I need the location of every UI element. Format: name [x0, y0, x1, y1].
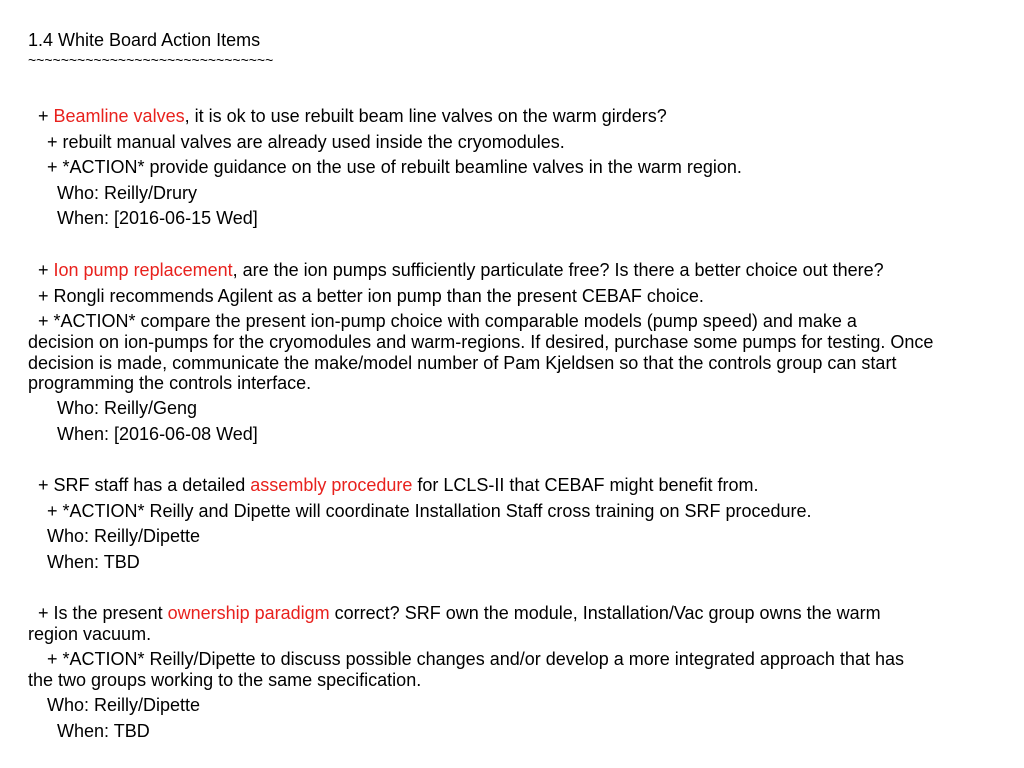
item-3-tail: for LCLS-II that CEBAF might benefit from. [412, 475, 759, 495]
item-3-who: Who: Reilly/Dipette [47, 526, 201, 546]
item-4-action-rest: the two groups working to the same specification. [28, 670, 422, 690]
item-2-who: Who: Reilly/Geng [57, 398, 198, 418]
item-4-tail: correct? SRF own the module, Installation/Vac group owns the warm [329, 603, 881, 623]
item-1-line-1 [38, 105, 667, 127]
item-4-line-1-rest: region vacuum. [28, 624, 152, 644]
item-1-action: + *ACTION* provide guidance on the use of rebuilt beamline valves in the warm region. [47, 157, 742, 177]
item-4-who: Who: Reilly/Dipette [47, 695, 201, 715]
item-2-action-first: + *ACTION* compare the present ion-pump choice with comparable models (pump speed) and make a [38, 311, 857, 331]
item-2-when: When: [2016-06-08 Wed] [57, 424, 258, 444]
item-1-question: , it is ok to use rebuilt beam line valves on the warm girders? [184, 106, 667, 126]
item-3-action: + *ACTION* Reilly and Dipette will coordinate Installation Staff cross training on SRF procedure. [47, 501, 812, 521]
item-4-lead: + Is the present [38, 603, 168, 623]
item-1-when: When: [2016-06-15 Wed] [57, 208, 258, 228]
item-1-topic: Beamline valves [53, 106, 185, 126]
item-2-line-2: + Rongli recommends Agilent as a better ion pump than the present CEBAF choice. [38, 286, 704, 306]
item-4-when: When: TBD [57, 721, 150, 741]
item-4-line-1 [38, 602, 881, 624]
item-2-topic: Ion pump replacement [53, 260, 233, 280]
title-underline: ~~~~~~~~~~~~~~~~~~~~~~~~~~~~~~ [28, 52, 274, 68]
item-4-action-first: + *ACTION* Reilly/Dipette to discuss possible changes and/or develop a more integrated approach that has [47, 649, 904, 669]
page-title: 1.4 White Board Action Items [28, 30, 261, 50]
item-3-line-1 [38, 474, 759, 496]
item-2-bullet: + [38, 260, 54, 280]
item-2-action-rest: decision on ion-pumps for the cryomodules and warm-regions. If desired, purchase some pumps for testing. Once decision is made, communicate the make/model number of Pam Kjeldsen so that the controls group can start programming the controls interface. [28, 332, 934, 393]
item-3-when: When: TBD [47, 552, 140, 572]
item-1-bullet: + [38, 106, 54, 126]
item-1-who: Who: Reilly/Drury [57, 183, 198, 203]
item-3-topic: assembly procedure [250, 475, 413, 495]
item-3-lead: + SRF staff has a detailed [38, 475, 251, 495]
item-2-question: , are the ion pumps sufficiently particulate free? Is there a better choice out there? [232, 260, 884, 280]
item-1-line-2: + rebuilt manual valves are already used inside the cryomodules. [47, 132, 565, 152]
item-4-topic: ownership paradigm [167, 603, 330, 623]
item-2-line-1 [38, 259, 884, 281]
